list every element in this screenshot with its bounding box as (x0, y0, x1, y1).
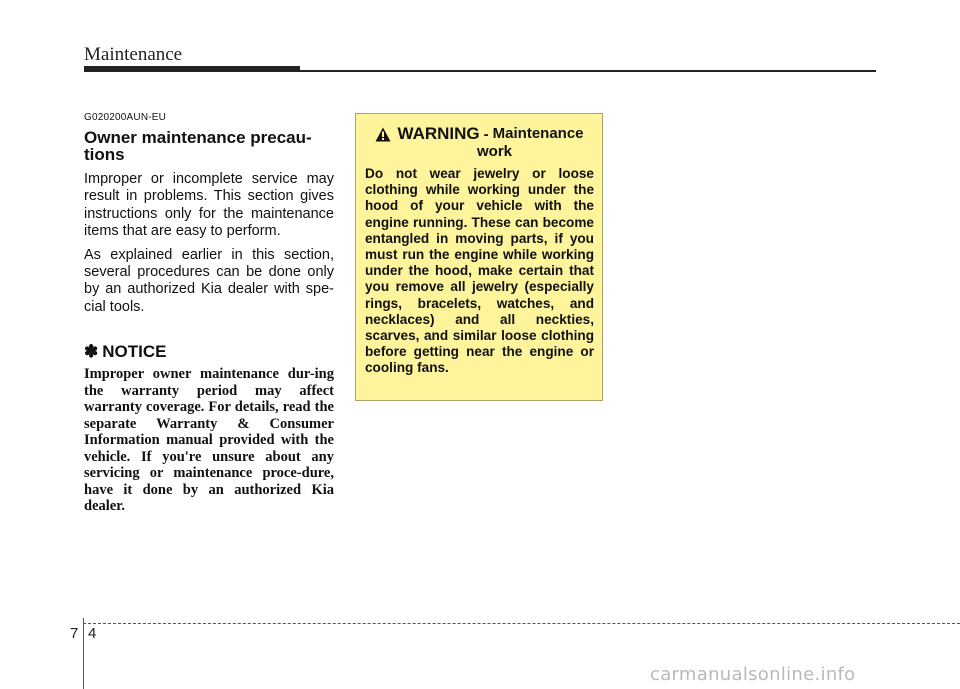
footer-horizontal-rule (83, 623, 960, 624)
section-title-line1: Owner maintenance precau- (84, 128, 312, 147)
warning-subtitle-line1: Maintenance (492, 125, 584, 142)
warning-subtitle-line2: work (476, 143, 512, 160)
warning-word: WARNING (397, 124, 480, 143)
warning-separator: - (483, 125, 489, 143)
notice-text: Improper owner maintenance dur-ing the warranty period may affect warranty coverage. For details, read the separate Warranty & Consumer Information manual provided with the vehicle. If you're unsure about any servicing or maintenance proce-dure, have it done by an authorized Kia dealer. (84, 366, 334, 515)
section-title (84, 129, 334, 163)
header-rule-thin (300, 70, 876, 72)
warning-box (355, 113, 603, 401)
section-code: G020200AUN-EU (84, 112, 167, 123)
left-column (84, 112, 334, 515)
page-number: 4 (88, 625, 97, 642)
chapter-number: 7 (70, 625, 79, 642)
intro-paragraph-2: As explained earlier in this section, several procedures can be done only by an authorized Kia dealer with spe-cial tools. (84, 246, 334, 315)
notice-heading-label: NOTICE (102, 342, 167, 362)
watermark: carmanualsonline.info (650, 664, 856, 685)
header-title: Maintenance (84, 44, 183, 65)
section-title-line2: tions (84, 145, 125, 164)
header-rule-thick (84, 66, 300, 72)
warning-body: Do not wear jewelry or loose clothing while working under the hood of your vehicle with the engine running. These can become entangled in moving parts, if you must run the engine while working under the hood, make certain that you remove all jewelry (especially rings, bracelets, watches, and necklaces) and all neckties, scarves, and similar loose clothing before getting near the engine or cooling fans. (365, 166, 594, 376)
notice-cross-icon: ✽ (84, 342, 99, 362)
warning-triangle-icon (375, 127, 391, 142)
footer-vertical-rule (83, 618, 84, 689)
warning-header (365, 124, 594, 160)
intro-paragraph-1: Improper or incomplete service may result in problems. This section gives instructions only for the maintenance items that are easy to perform. (84, 171, 334, 240)
notice-heading (84, 342, 334, 362)
